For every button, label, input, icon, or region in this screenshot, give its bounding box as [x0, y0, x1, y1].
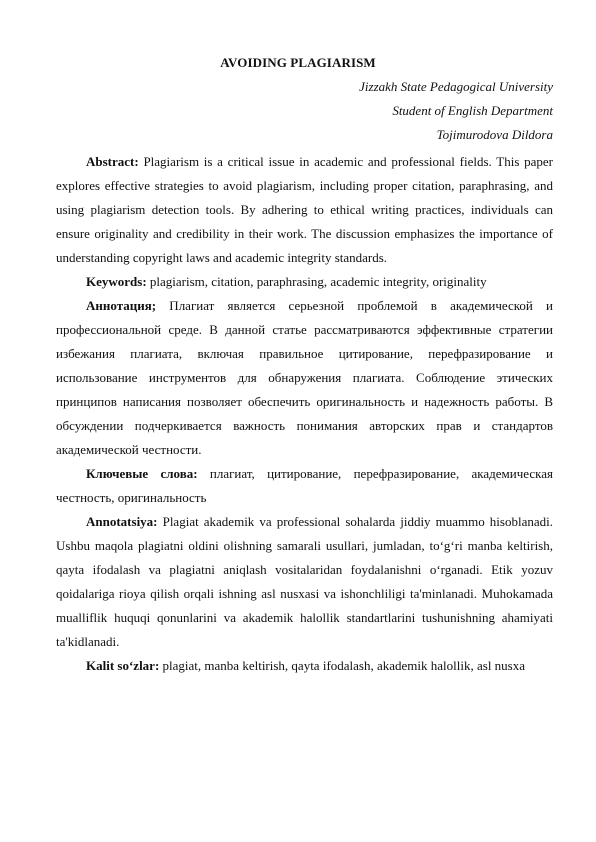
keywords-ru-label: Ключевые слова: — [86, 466, 198, 481]
keywords-label: Keywords: — [86, 274, 147, 289]
annotation-uz-paragraph — [56, 510, 553, 654]
abstract-text: Plagiarism is a critical issue in academic and professional fields. This paper explores effective strategies to avoid plagiarism, including proper citation, paraphrasing, and using plagiarism detection tools. By adhering to ethical writing practices, individuals can ensure originality and credibility in their work. The discussion emphasizes the importance of understanding copyright laws and academic integrity standards. — [56, 154, 553, 265]
department-name: Student of English Department — [392, 103, 553, 118]
abstract-label: Abstract: — [86, 154, 139, 169]
author-name: Tojimurodova Dildora — [436, 127, 553, 142]
keywords-ru-paragraph — [56, 462, 553, 510]
keywords-paragraph — [56, 270, 553, 294]
keywords-uz-label: Kalit so‘zlar: — [86, 658, 160, 673]
abstract-paragraph — [56, 150, 553, 270]
paper-title: AVOIDING PLAGIARISM — [220, 55, 376, 70]
annotation-ru-paragraph — [56, 294, 553, 462]
annotation-uz-text: Plagiat akademik va professional sohalarda jiddiy muammo hisoblanadi. Ushbu maqola plagiatni oldini olishning samarali usullari, jumladan, to‘g‘ri manba keltirish, qayta ifodalash va plagiatni aniqlash vositalaridan foydalanishni o‘rganadi. Etik yozuv qoidalariga rioya qilish orqali ishning asl nusxasi va ishonchliligi ta'minlanadi. Muhokamada mualliflik huquqi qonunlarini va akademik halollik standartlarini tushunishning ahamiyati ta'kidlanadi. — [56, 514, 553, 649]
keywords-uz-text: plagiat, manba keltirish, qayta ifodalash, akademik halollik, asl nusxa — [159, 658, 526, 673]
keywords-ru-text: плагиат, цитирование, перефразирование, академическая честность, оригинальность — [56, 466, 553, 505]
annotation-ru-text: Плагиат является серьезной проблемой в академической и профессиональной среде. В данной статье рассматриваются эффективные стратегии избежания плагиата, включая правильное цитирование, перефразирование и использование инструментов для обнаружения плагиата. Соблюдение этических принципов написания позволяет обеспечить оригинальность и надежность работы. В обсуждении подчеркивается важность понимания авторских прав и стандартов академической честности. — [56, 298, 553, 457]
keywords-uz-paragraph — [56, 654, 553, 678]
paper-body — [56, 150, 553, 678]
annotation-uz-label: Annotatsiya: — [86, 514, 158, 529]
annotation-ru-label: Аннотация; — [86, 298, 157, 313]
university-name: Jizzakh State Pedagogical University — [359, 79, 553, 94]
keywords-text: plagiarism, citation, paraphrasing, academic integrity, originality — [146, 274, 487, 289]
